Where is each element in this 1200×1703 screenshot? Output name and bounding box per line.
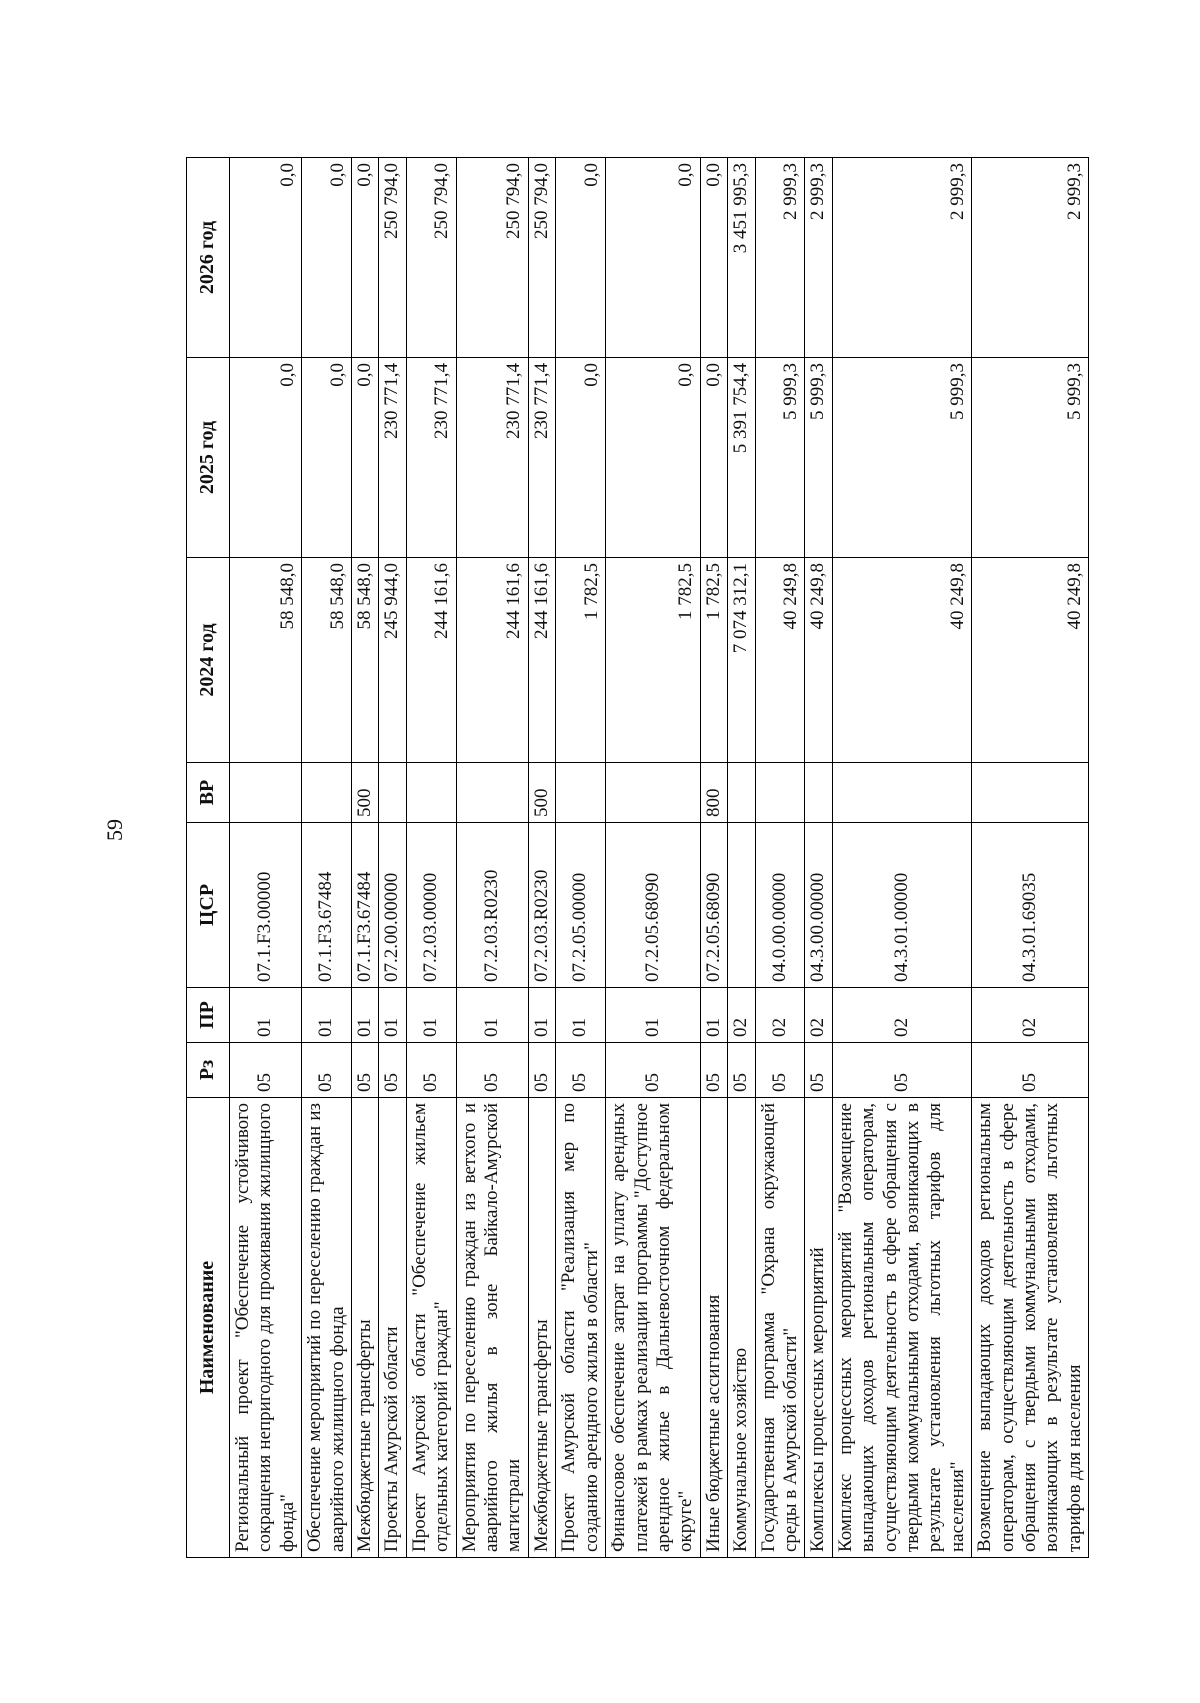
cell-2024: 58 548,0 [302, 558, 352, 763]
cell-2026: 0,0 [700, 158, 727, 358]
table-row [379, 158, 406, 1558]
cell-rz: 05 [352, 1043, 379, 1098]
table-body [230, 158, 1089, 1558]
cell-csr: 07.2.00.00000 [379, 823, 406, 988]
cell-pr: 01 [528, 988, 555, 1043]
header-csr: ЦСР [187, 823, 230, 988]
cell-pr: 01 [352, 988, 379, 1043]
cell-2024: 1 782,5 [700, 558, 727, 763]
cell-name: Комплексы процессных мероприятий [805, 1098, 832, 1558]
cell-2026: 3 451 995,3 [728, 158, 755, 358]
cell-rz: 05 [832, 1043, 971, 1098]
cell-name: Финансовое обеспечение затрат на уплату арендных платежей в рамках реализации программы "Доступное арендное жилье в Дальневосточном федеральном округе" [606, 1098, 701, 1558]
cell-csr [728, 823, 755, 988]
cell-2025: 0,0 [606, 358, 701, 558]
cell-csr: 04.3.01.00000 [832, 823, 971, 988]
cell-name: Проект Амурской области "Обеспечение жильем отдельных категорий граждан" [406, 1098, 456, 1558]
cell-pr: 01 [302, 988, 352, 1043]
table-row [832, 158, 971, 1558]
cell-pr: 01 [379, 988, 406, 1043]
cell-2026: 2 999,3 [972, 158, 1089, 358]
cell-pr: 02 [972, 988, 1089, 1043]
cell-2025: 5 391 754,4 [728, 358, 755, 558]
cell-rz: 05 [379, 1043, 406, 1098]
cell-2026: 2 999,3 [805, 158, 832, 358]
cell-2026: 0,0 [352, 158, 379, 358]
cell-2025: 5 999,3 [832, 358, 971, 558]
budget-table [186, 157, 1089, 1558]
cell-2026: 250 794,0 [528, 158, 555, 358]
cell-name: Обеспечение мероприятий по переселению граждан из аварийного жилищного фонда [302, 1098, 352, 1558]
header-2026: 2026 год [187, 158, 230, 358]
cell-name: Государственная программа "Охрана окружающей среды в Амурской области" [755, 1098, 805, 1558]
cell-name: Иные бюджетные ассигнования [700, 1098, 727, 1558]
cell-2025: 5 999,3 [755, 358, 805, 558]
header-name: Наименование [187, 1098, 230, 1558]
cell-name: Проекты Амурской области [379, 1098, 406, 1558]
table-row [352, 158, 379, 1558]
cell-pr: 01 [556, 988, 606, 1043]
cell-pr: 02 [832, 988, 971, 1043]
table-row [230, 158, 302, 1558]
cell-2024: 1 782,5 [556, 558, 606, 763]
cell-vr [832, 763, 971, 823]
cell-vr: 500 [352, 763, 379, 823]
cell-2025: 230 771,4 [379, 358, 406, 558]
cell-vr: 800 [700, 763, 727, 823]
cell-vr [556, 763, 606, 823]
cell-2024: 1 782,5 [606, 558, 701, 763]
cell-2025: 5 999,3 [972, 358, 1089, 558]
cell-pr: 02 [728, 988, 755, 1043]
header-pr: ПР [187, 988, 230, 1043]
cell-name: Региональный проект "Обеспечение устойчивого сокращения непригодного для проживания жилищного фонда" [230, 1098, 302, 1558]
cell-2024: 40 249,8 [805, 558, 832, 763]
cell-rz: 05 [805, 1043, 832, 1098]
cell-pr: 01 [456, 988, 528, 1043]
cell-2025: 5 999,3 [805, 358, 832, 558]
cell-2024: 58 548,0 [352, 558, 379, 763]
table-row [302, 158, 352, 1558]
table-row [606, 158, 701, 1558]
cell-2025: 0,0 [302, 358, 352, 558]
cell-rz: 05 [302, 1043, 352, 1098]
cell-2026: 0,0 [556, 158, 606, 358]
cell-name: Межбюджетные трансферты [352, 1098, 379, 1558]
cell-vr: 500 [528, 763, 555, 823]
cell-pr: 02 [755, 988, 805, 1043]
cell-csr: 07.2.03.R0230 [528, 823, 555, 988]
table-header-row [187, 158, 230, 1558]
cell-rz: 05 [456, 1043, 528, 1098]
cell-2024: 40 249,8 [972, 558, 1089, 763]
cell-pr: 02 [805, 988, 832, 1043]
cell-vr [728, 763, 755, 823]
cell-vr [302, 763, 352, 823]
cell-vr [606, 763, 701, 823]
cell-2026: 250 794,0 [456, 158, 528, 358]
cell-csr: 07.1.F3.67484 [302, 823, 352, 988]
cell-2024: 40 249,8 [755, 558, 805, 763]
cell-rz: 05 [406, 1043, 456, 1098]
cell-2024: 58 548,0 [230, 558, 302, 763]
cell-name: Мероприятия по переселению граждан из ветхого и аварийного жилья в зоне Байкало-Амурской магистрали [456, 1098, 528, 1558]
cell-2024: 40 249,8 [832, 558, 971, 763]
table-row [755, 158, 805, 1558]
cell-2026: 2 999,3 [832, 158, 971, 358]
cell-2026: 2 999,3 [755, 158, 805, 358]
cell-2024: 244 161,6 [528, 558, 555, 763]
page-number: 59 [102, 819, 127, 841]
cell-2025: 0,0 [352, 358, 379, 558]
budget-table-rotated [186, 158, 1085, 1558]
cell-name: Комплекс процессных мероприятий "Возмещение выпадающих доходов региональным операторам, осуществляющим деятельность в сфере обращения с твердыми коммунальными отходами, возникающих в результате установления льготных тарифов для населения" [832, 1098, 971, 1558]
cell-rz: 05 [700, 1043, 727, 1098]
cell-csr: 04.3.00.00000 [805, 823, 832, 988]
cell-vr [456, 763, 528, 823]
cell-pr: 01 [230, 988, 302, 1043]
cell-2024: 244 161,6 [456, 558, 528, 763]
cell-csr: 07.2.05.00000 [556, 823, 606, 988]
cell-vr [230, 763, 302, 823]
cell-pr: 01 [700, 988, 727, 1043]
cell-csr: 04.0.00.00000 [755, 823, 805, 988]
table-row [805, 158, 832, 1558]
cell-vr [972, 763, 1089, 823]
cell-rz: 05 [606, 1043, 701, 1098]
cell-2026: 0,0 [230, 158, 302, 358]
header-2024: 2024 год [187, 558, 230, 763]
cell-2024: 7 074 312,1 [728, 558, 755, 763]
cell-2026: 0,0 [606, 158, 701, 358]
cell-2024: 245 944,0 [379, 558, 406, 763]
header-vr: ВР [187, 763, 230, 823]
cell-rz: 05 [528, 1043, 555, 1098]
cell-2025: 0,0 [230, 358, 302, 558]
header-rz: Рз [187, 1043, 230, 1098]
cell-csr: 07.2.05.68090 [700, 823, 727, 988]
cell-2026: 250 794,0 [406, 158, 456, 358]
cell-vr [379, 763, 406, 823]
cell-pr: 01 [406, 988, 456, 1043]
cell-rz: 05 [556, 1043, 606, 1098]
cell-2025: 230 771,4 [528, 358, 555, 558]
cell-name: Возмещение выпадающих доходов региональным операторам, осуществляющим деятельность в сфере обращения с твердыми коммунальными отходами, возникающих в результате установления льготных тарифов для населения [972, 1098, 1089, 1558]
cell-name: Проект Амурской области "Реализация мер по созданию арендного жилья в области" [556, 1098, 606, 1558]
budget-table-container [186, 158, 1085, 1558]
cell-2024: 244 161,6 [406, 558, 456, 763]
cell-pr: 01 [606, 988, 701, 1043]
cell-2026: 0,0 [302, 158, 352, 358]
cell-csr: 07.2.03.R0230 [456, 823, 528, 988]
header-2025: 2025 год [187, 358, 230, 558]
cell-csr: 07.1.F3.00000 [230, 823, 302, 988]
cell-csr: 07.1.F3.67484 [352, 823, 379, 988]
cell-rz: 05 [230, 1043, 302, 1098]
cell-2025: 0,0 [700, 358, 727, 558]
table-row [556, 158, 606, 1558]
cell-csr: 07.2.05.68090 [606, 823, 701, 988]
table-row [528, 158, 555, 1558]
table-row [700, 158, 727, 1558]
table-row [406, 158, 456, 1558]
cell-2025: 230 771,4 [456, 358, 528, 558]
cell-rz: 05 [728, 1043, 755, 1098]
cell-csr: 07.2.03.00000 [406, 823, 456, 988]
table-row [728, 158, 755, 1558]
cell-2026: 250 794,0 [379, 158, 406, 358]
cell-csr: 04.3.01.69035 [972, 823, 1089, 988]
cell-vr [406, 763, 456, 823]
cell-vr [805, 763, 832, 823]
table-row [972, 158, 1089, 1558]
table-row [456, 158, 528, 1558]
cell-2025: 230 771,4 [406, 358, 456, 558]
cell-rz: 05 [755, 1043, 805, 1098]
cell-2025: 0,0 [556, 358, 606, 558]
cell-name: Межбюджетные трансферты [528, 1098, 555, 1558]
cell-rz: 05 [972, 1043, 1089, 1098]
cell-name: Коммунальное хозяйство [728, 1098, 755, 1558]
cell-vr [755, 763, 805, 823]
